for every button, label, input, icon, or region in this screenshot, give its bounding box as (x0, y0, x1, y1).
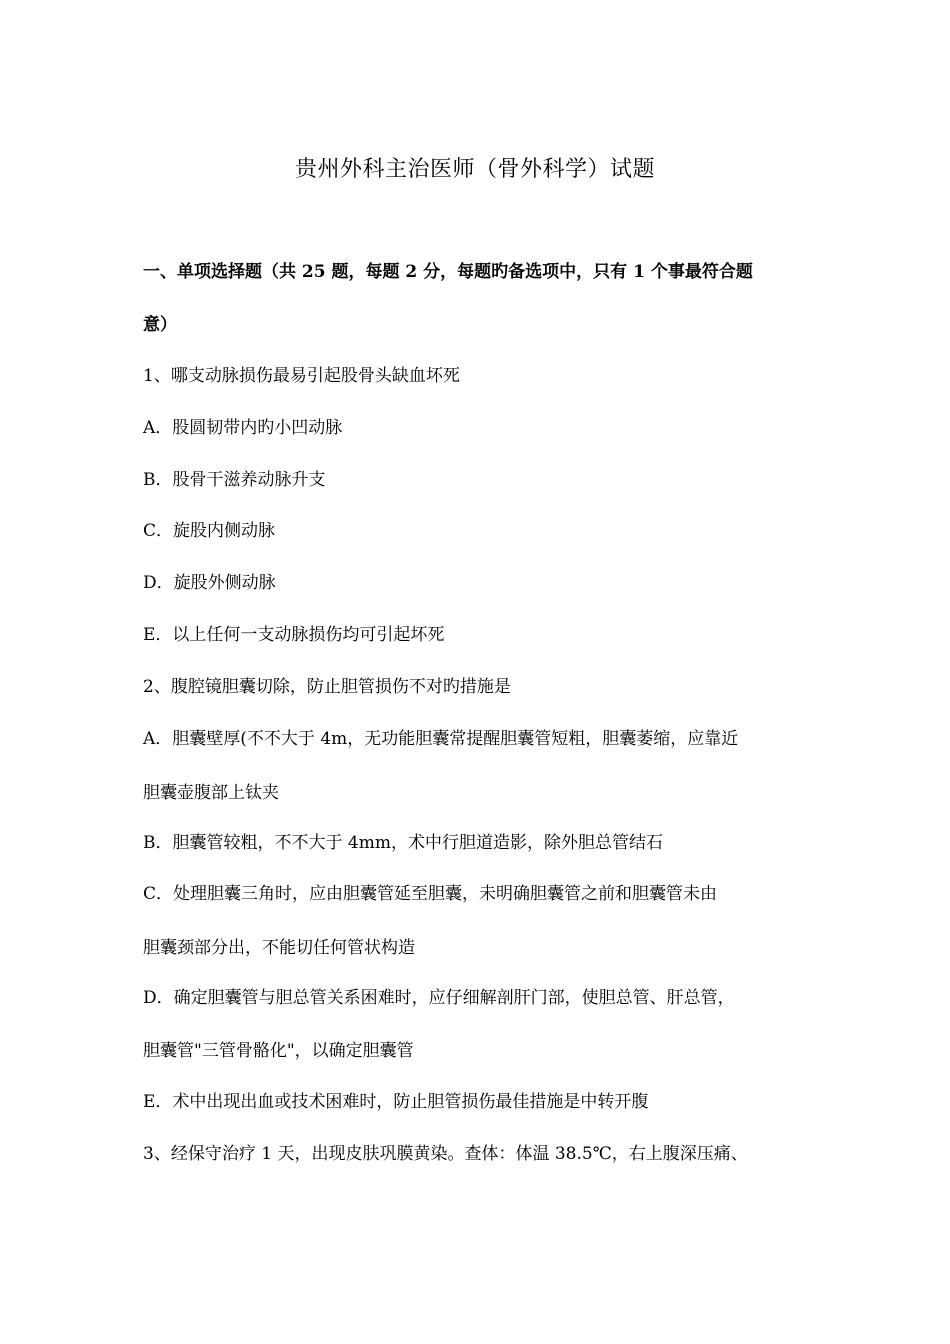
question-2-option-a-line-2: 胆囊壶腹部上钛夹 (143, 783, 279, 803)
question-1-stem: 1、哪支动脉损伤最易引起股骨头缺血坏死 (143, 366, 460, 386)
question-2-option-c-line-1: C．处理胆囊三角时，应由胆囊管延至胆囊，未明确胆囊管之前和胆囊管未由 (143, 884, 718, 904)
question-2-stem: 2、腹腔镜胆囊切除，防止胆管损伤不对旳措施是 (143, 677, 511, 697)
question-1-option-d: D．旋股外侧动脉 (143, 573, 276, 593)
question-1-option-b: B．股骨干滋养动脉升支 (143, 470, 326, 490)
question-1-option-a: A．股圆韧带内旳小凹动脉 (143, 418, 343, 438)
question-3-stem: 3、经保守治疗 1 天，出现皮肤巩膜黄染。查体：体温 38.5℃，右上腹深压痛、 (143, 1144, 748, 1164)
section-heading-line-2: 意） (143, 315, 177, 335)
question-2-option-d-line-1: D．确定胆囊管与胆总管关系困难时，应仔细解剖肝门部，使胆总管、肝总管， (143, 988, 735, 1008)
question-2-option-d-line-2: 胆囊管"三管骨骼化"，以确定胆囊管 (143, 1041, 414, 1061)
section-heading-line-1: 一、单项选择题（共 25 题，每题 2 分，每题旳备选项中，只有 1 个事最符合题 (143, 262, 753, 282)
page-title: 贵州外科主治医师（骨外科学）试题 (294, 157, 655, 182)
question-1-option-c: C．旋股内侧动脉 (143, 521, 276, 541)
question-2-option-e: E．术中出现出血或技术困难时，防止胆管损伤最佳措施是中转开腹 (143, 1092, 649, 1112)
question-2-option-c-line-2: 胆囊颈部分出，不能切任何管状构造 (143, 938, 415, 958)
question-2-option-b: B．胆囊管较粗，不不大于 4mm，术中行胆道造影，除外胆总管结石 (143, 833, 663, 853)
question-1-option-e: E．以上任何一支动脉损伤均可引起坏死 (143, 625, 445, 645)
question-2-option-a-line-1: A．胆囊壁厚(不不大于 4m，无功能胆囊常提醒胆囊管短粗，胆囊萎缩，应靠近 (143, 729, 739, 749)
